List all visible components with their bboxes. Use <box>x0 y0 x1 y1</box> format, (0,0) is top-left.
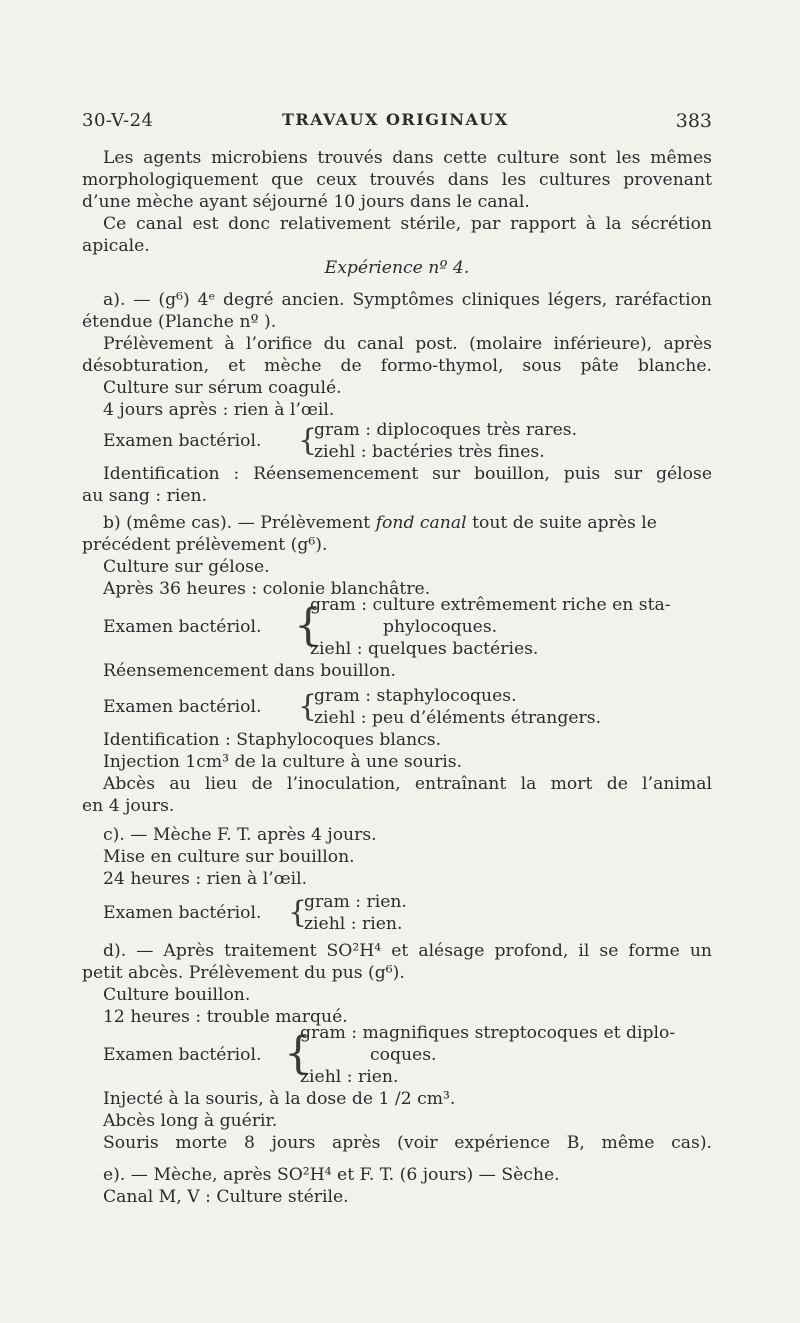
p1-line-1: Les agents microbiens trouvés dans cette culture sont les mêmes <box>103 148 712 168</box>
d-line-7: Souris morte 8 jours après (voir expérience B, même cas). <box>103 1133 712 1153</box>
c-line-1: c). — Mèche F. T. après 4 jours. <box>103 825 377 845</box>
b-exam2-label: Examen bactériol. <box>103 697 262 717</box>
running-header <box>82 110 712 140</box>
d-line-3: Culture bouillon. <box>103 985 251 1005</box>
b-line-2: précédent prélèvement (g⁶). <box>82 535 328 555</box>
p1-line-2: morphologiquement que ceux trouvés dans les cultures provenant <box>82 170 712 190</box>
header-date: 30-V-24 <box>82 110 154 131</box>
a-exam-ziehl: ziehl : bactéries très fines. <box>314 442 545 462</box>
d-exam-label: Examen bactériol. <box>103 1045 262 1065</box>
p2-line-1: Ce canal est donc relativement stérile, par rapport à la sécrétion <box>103 214 712 234</box>
a-exam-gram: gram : diplocoques très rares. <box>314 420 578 440</box>
experiment-title: Expérience nº 4. <box>324 258 470 278</box>
a-exam-label: Examen bactériol. <box>103 431 262 451</box>
d-line-2: petit abcès. Prélèvement du pus (g⁶). <box>82 963 405 983</box>
b-exam-ziehl: ziehl : quelques bactéries. <box>310 639 539 659</box>
a-line-2: étendue (Planche nº ). <box>82 312 277 332</box>
b-line-4: Après 36 heures : colonie blanchâtre. <box>103 579 431 599</box>
c-line-3: 24 heures : rien à l’œil. <box>103 869 308 889</box>
b-line-1-emph: fond canal <box>375 513 467 533</box>
b-exam2-ziehl: ziehl : peu d’éléments étrangers. <box>314 708 602 728</box>
b-line-1-start: b) (même cas). — Prélèvement <box>103 513 371 533</box>
b-line-7: Injection 1cm³ de la culture à une souris. <box>103 752 463 772</box>
b-line-6: Identification : Staphylocoques blancs. <box>103 730 442 750</box>
d-exam-gram-cont: coques. <box>370 1045 437 1065</box>
a-line-6: 4 jours après : rien à l’œil. <box>103 400 335 420</box>
b-exam-gram: gram : culture extrêmement riche en sta- <box>310 595 671 615</box>
p2-line-2: apicale. <box>82 236 150 256</box>
c-exam-gram: gram : rien. <box>304 892 407 912</box>
b-line-1 <box>103 512 712 534</box>
d-exam-ziehl: ziehl : rien. <box>300 1067 399 1087</box>
b-exam2-gram: gram : staphylocoques. <box>314 686 517 706</box>
a-line-8: au sang : rien. <box>82 486 208 506</box>
b-exam-brace: { <box>294 600 322 651</box>
b-exam-gram-cont: phylocoques. <box>383 617 498 637</box>
d-line-4: 12 heures : trouble marqué. <box>103 1007 348 1027</box>
a-exam-brace: { <box>298 423 318 458</box>
d-exam-brace: { <box>284 1028 312 1079</box>
b-line-1-end: tout de suite après le <box>472 513 657 533</box>
b-exam2-brace: { <box>298 689 318 724</box>
d-line-5: Injecté à la souris, à la dose de 1 /2 cm³. <box>103 1089 456 1109</box>
b-line-5: Réensemencement dans bouillon. <box>103 661 396 681</box>
b-line-8: Abcès au lieu de l’inoculation, entraînant la mort de l’animal <box>103 774 712 794</box>
page-number: 383 <box>675 110 712 132</box>
d-exam-gram: gram : magnifiques streptocoques et diplo- <box>300 1023 676 1043</box>
b-line-9: en 4 jours. <box>82 796 175 816</box>
c-line-2: Mise en culture sur bouillon. <box>103 847 355 867</box>
d-line-6: Abcès long à guérir. <box>103 1111 278 1131</box>
a-line-7: Identification : Réensemencement sur bouillon, puis sur gélose <box>103 464 712 484</box>
c-exam-brace: { <box>288 895 308 930</box>
d-line-1: d). — Après traitement SO²H⁴ et alésage profond, il se forme un <box>103 941 712 961</box>
c-exam-ziehl: ziehl : rien. <box>304 914 403 934</box>
c-exam-label: Examen bactériol. <box>103 903 262 923</box>
e-line-2: Canal M, V : Culture stérile. <box>103 1187 349 1207</box>
a-line-4: désobturation, et mèche de formo-thymol, sous pâte blanche. <box>82 356 712 376</box>
a-line-3: Prélèvement à l’orifice du canal post. (molaire inférieure), après <box>103 334 712 354</box>
p1-line-3: d’une mèche ayant séjourné 10 jours dans le canal. <box>82 192 530 212</box>
header-title: TRAVAUX ORIGINAUX <box>282 110 509 129</box>
a-line-5: Culture sur sérum coagulé. <box>103 378 342 398</box>
a-line-1: a). — (g⁶) 4ᵉ degré ancien. Symptômes cliniques légers, raréfaction <box>103 290 712 310</box>
b-line-3: Culture sur gélose. <box>103 557 270 577</box>
e-line-1: e). — Mèche, après SO²H⁴ et F. T. (6 jours) — Sèche. <box>103 1165 560 1185</box>
b-exam-label: Examen bactériol. <box>103 617 262 637</box>
